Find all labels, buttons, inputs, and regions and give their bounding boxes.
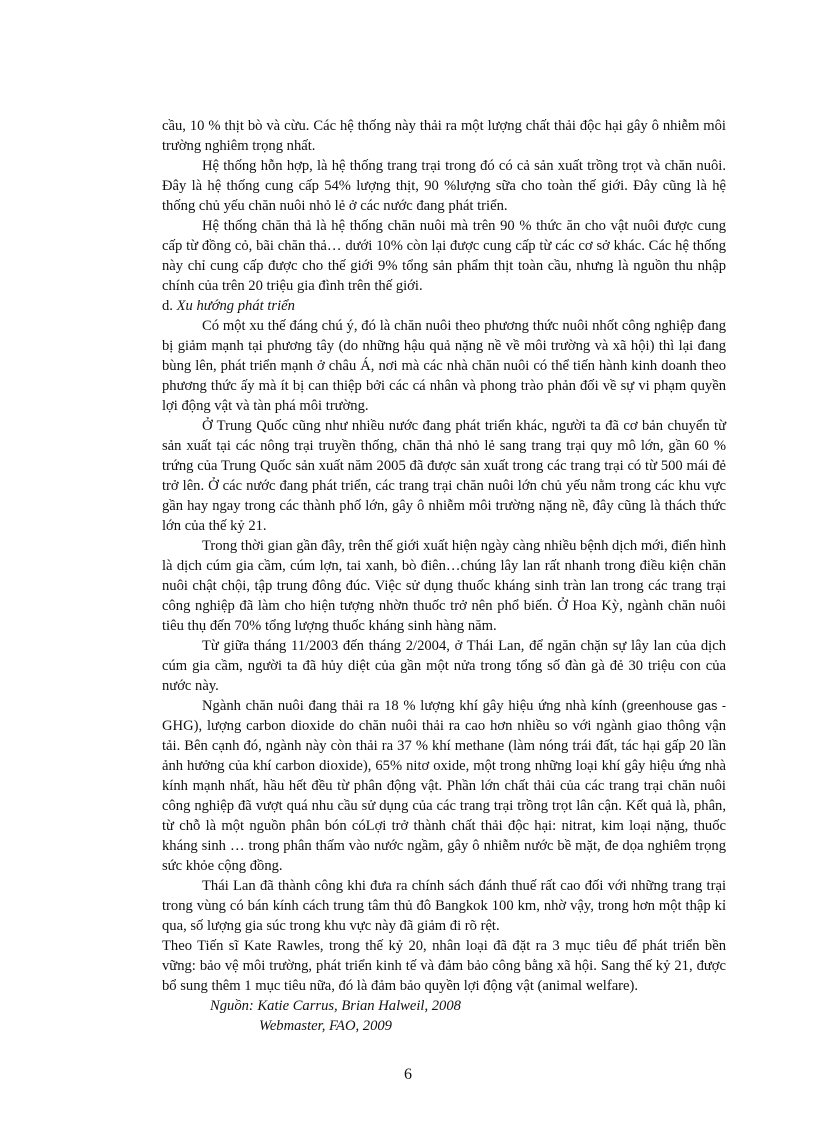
paragraph-8-part-c: GHG), lượng carbon dioxide do chăn nuôi thải ra cao hơn nhiều so với ngành giao thông vận tải. Bên cạnh đó, ngành này còn thải ra 37 % khí methane (làm nóng trái đất, tác hại gấp 20 lần ảnh hưởng của khí carbon dioxide), 65% nitơ oxide, một trong những loại khí gây hiệu ứng nhà kính mạnh nhất, hầu hết đều từ phân động vật. Phần lớn chất thải của các trang trại chăn nuôi công nghiệp đã vượt quá nhu cầu sử dụng của các trang trại trồng trọt lân cận. Kết quả là, phân, từ chỗ là một nguồn phân bón cóLợi trở thành chất thải độc hại: nitrat, kim loại nặng, thuốc kháng sinh … trong phân thấm vào nước ngầm, gây ô nhiễm nước bề mặt, đe dọa nghiêm trọng sức khỏe cộng đồng. (162, 718, 726, 874)
section-heading-text: Xu hướng phát triển (176, 298, 295, 314)
paragraph-8 (162, 696, 726, 876)
paragraph-6: Trong thời gian gần đây, trên thế giới xuất hiện ngày càng nhiều bệnh dịch mới, điển hình là dịch cúm gia cầm, cúm lợn, tai xanh, bò điên…chúng lây lan rất nhanh trong điều kiện chăn nuôi chật chội, tập trung đông đúc. Việc sử dụng thuốc kháng sinh tràn lan trong các trang trại công nghiệp đã làm cho hiện tượng nhờn thuốc trở nên phổ biến. Ở Hoa Kỳ, ngành chăn nuôi tiêu thụ đến 70% tổng lượng thuốc kháng sinh hàng năm. (162, 538, 726, 634)
paragraph-9: Thái Lan đã thành công khi đưa ra chính sách đánh thuế rất cao đối với những trang trại trong vùng có bán kính cách trung tâm thủ đô Bangkok 100 km, nhờ vậy, trong hơn một thập kỉ qua, số lượng gia súc trong khu vực này đã giảm đi rõ rệt. (162, 878, 726, 934)
paragraph-7: Từ giữa tháng 11/2003 đến tháng 2/2004, ở Thái Lan, để ngăn chặn sự lây lan của dịch cúm gia cầm, người ta đã hủy diệt của gần một nửa trong tổng số đàn gà đẻ 30 triệu con của nước này. (162, 638, 726, 694)
body-text (162, 116, 726, 1036)
source-line-2: Webmaster, FAO, 2009 (259, 1018, 392, 1034)
paragraph-2: Hệ thống hỗn hợp, là hệ thống trang trại trong đó có cả sản xuất trồng trọt và chăn nuôi. Đây là hệ thống cung cấp 54% lượng thịt, 90 %lượng sữa cho toàn thế giới. Đây cũng là hệ thống chủ yếu chăn nuôi nhỏ lẻ ở các nước đang phát triển. (162, 158, 726, 214)
paragraph-3: Hệ thống chăn thả là hệ thống chăn nuôi mà trên 90 % thức ăn cho vật nuôi được cung cấp từ đồng cỏ, bãi chăn thả… dưới 10% còn lại được cung cấp từ các cơ sở khác. Các hệ thống này chỉ cung cấp được cho thế giới 9% tổng sản phẩm thịt toàn cầu, nhưng là nguồn thu nhập chính của trên 20 triệu gia đình trên thế giới. (162, 218, 726, 294)
section-heading-prefix: d. (162, 298, 177, 314)
paragraph-8-term: greenhouse gas - (626, 699, 727, 713)
paragraph-10: Theo Tiến sĩ Kate Rawles, trong thế kỷ 20, nhân loại đã đặt ra 3 mục tiêu để phát triển bền vững: bảo vệ môi trường, phát triển kinh tế và đảm bảo công bằng xã hội. Sang thế kỷ 21, được bổ sung thêm 1 mục tiêu nữa, đó là đảm bảo quyền lợi động vật (animal welfare). (162, 938, 726, 994)
section-heading (162, 296, 726, 316)
paragraph-1: cầu, 10 % thịt bò và cừu. Các hệ thống này thải ra một lượng chất thải độc hại gây ô nhiễm môi trường nghiêm trọng nhất. (162, 118, 726, 154)
paragraph-5: Ở Trung Quốc cũng như nhiều nước đang phát triển khác, người ta đã cơ bản chuyển từ sản xuất tại các nông trại truyền thống, chăn thả nhỏ lẻ sang trang trại quy mô lớn, gần 60 % trứng của Trung Quốc sản xuất năm 2005 đã được sản xuất trong các trang trại có từ 500 mái đẻ trở lên. Ở các nước đang phát triển, các trang trại chăn nuôi lớn chủ yếu nằm trong các khu vực gần hay ngay trong các thành phố lớn, gây ô nhiễm môi trường nặng nề, đây cũng là thách thức lớn của thế kỷ 21. (162, 418, 726, 534)
page-number: 6 (404, 1066, 412, 1083)
paragraph-4: Có một xu thế đáng chú ý, đó là chăn nuôi theo phương thức nuôi nhốt công nghiệp đang bị giảm mạnh tại phương tây (do những hậu quả nặng nề về môi trường và xã hội) thì lại đang bùng lên, phát triển mạnh ở châu Á, nơi mà các nhà chăn nuôi có thể tiến hành kinh doanh theo phương thức ấy mà ít bị can thiệp bởi các cá nhân và phong trào phản đối về sự vi phạm quyền lợi động vật và tàn phá môi trường. (162, 318, 726, 414)
source-line-1: Nguồn: Katie Carrus, Brian Halweil, 2008 (210, 998, 461, 1014)
paragraph-8-part-a: Ngành chăn nuôi đang thải ra 18 % lượng khí gây hiệu ứng nhà kính ( (202, 698, 627, 714)
